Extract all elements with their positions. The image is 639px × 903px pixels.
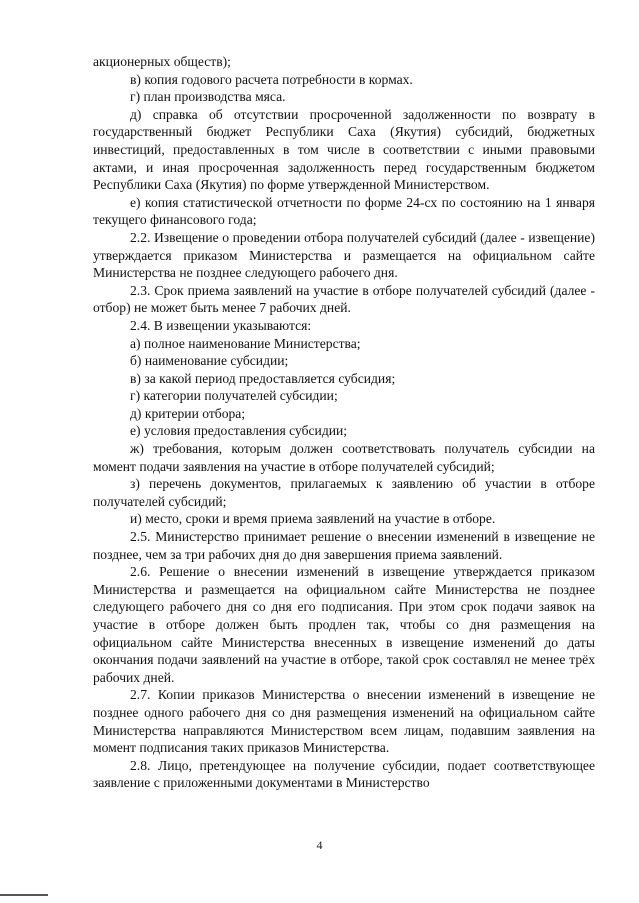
paragraph: б) наименование субсидии; — [130, 353, 289, 369]
paragraph: д) справка об отсутствии просроченной задолженности по возврату в государственный бюджет Республики Саха (Якутия) субсидий, бюджетных инвестиций, предоставленных в том числе в соответствии с иными правовыми актами, и иная просроченная задолженность перед государственным бюджетом Республики Саха (Якутия) по форме утвержденной Министерством. — [93, 106, 595, 193]
paragraph: 2.7. Копии приказов Министерства о внесении изменений в извещение не позднее одного рабочего дня со дня размещения изменений на официальном сайте Министерства направляются Министерством всем лицам, подавшим заявления на момент подписания таких приказов Министерства. — [93, 687, 595, 756]
paragraph: и) место, сроки и время приема заявлений на участие в отборе. — [130, 511, 496, 527]
paragraph: е) условия предоставления субсидии; — [130, 423, 348, 439]
paragraph: ж) требования, которым должен соответствовать получатель субсидии на момент подачи заявления на участие в отборе получателей субсидий; — [93, 441, 595, 474]
paragraph: г) категории получателей субсидии; — [130, 388, 338, 404]
paragraph: г) план производства мяса. — [130, 89, 286, 105]
paragraph: 2.5. Министерство принимает решение о внесении изменений в извещение не позднее, чем за три рабочих дня до дня завершения приема заявлений. — [93, 529, 595, 562]
paragraph: 2.3. Срок приема заявлений на участие в отборе получателей субсидий (далее - отбор) не может быть менее 7 рабочих дней. — [93, 282, 595, 316]
paragraph: а) полное наименование Министерства; — [130, 335, 361, 351]
document-body — [93, 53, 595, 792]
scan-edge-mark — [0, 894, 48, 896]
paragraph: 2.6. Решение о внесении изменений в извещение утверждается приказом Министерства и размещается на официальном сайте Министерства не позднее следующего рабочего дня со дня его подписания. При этом срок подачи заявок на участие в отборе должен быть продлен так, чтобы со дня размещения на официальном сайте Министерства внесенных в извещение изменений до даты окончания подачи заявлений на участие в отборе, такой срок составлял не менее трёх рабочих дней. — [93, 564, 595, 685]
paragraph: 2.4. В извещении указываются: — [130, 317, 312, 333]
paragraph: в) за какой период предоставляется субсидия; — [130, 370, 396, 386]
paragraph: в) копия годового расчета потребности в кормах. — [130, 71, 413, 87]
paragraph: 2.2. Извещение о проведении отбора получателей субсидий (далее - извещение) утверждается приказом Министерства и размещается на официальном сайте Министерства не позднее следующего рабочего дня. — [93, 229, 595, 281]
paragraph: д) критерии отбора; — [130, 405, 246, 421]
paragraph: акционерных обществ); — [93, 54, 231, 69]
paragraph: е) копия статистической отчетности по форме 24-сх по состоянию на 1 января текущего финансового года; — [93, 194, 595, 228]
paragraph: з) перечень документов, прилагаемых к заявлению об участии в отборе получателей субсидий; — [93, 476, 595, 509]
page-number: 4 — [316, 838, 323, 852]
paragraph: 2.8. Лицо, претендующее на получение субсидии, подает соответствующее заявление с приложенными документами в Министерство — [93, 757, 595, 791]
